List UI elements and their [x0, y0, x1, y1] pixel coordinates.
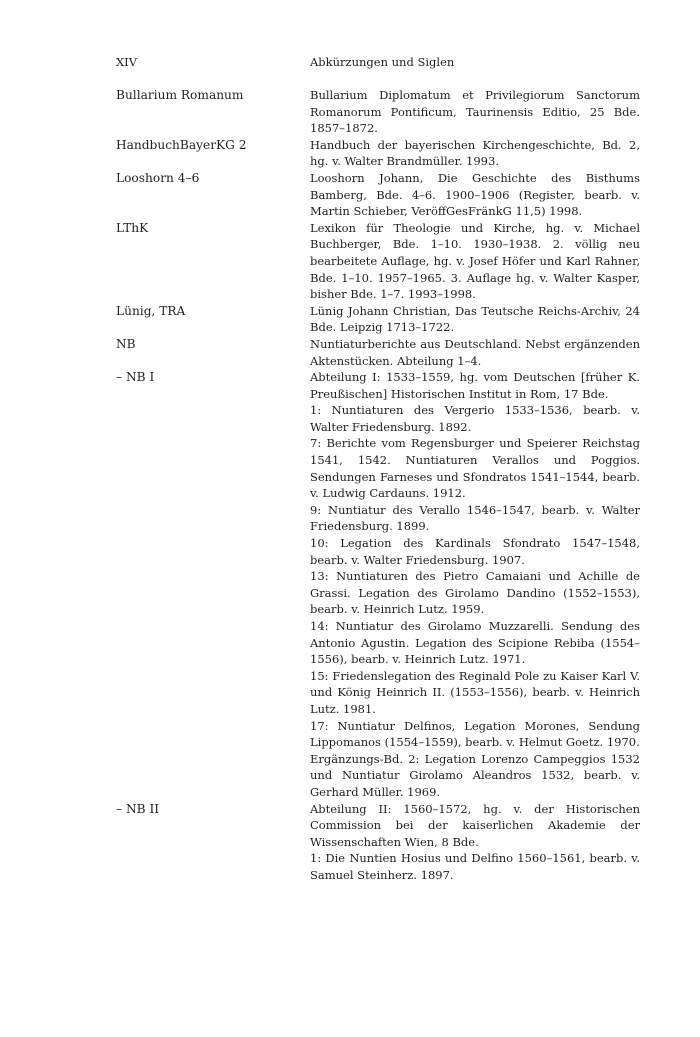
volume-line: 9: Nuntiatur des Verallo 1546–1547, bearb. v. Walter Friedensburg. 1899.	[310, 502, 640, 534]
volume-line: 15: Friedenslegation des Reginald Pole zu Kaiser Karl V. und König Heinrich II. (1553–1556), bearb. v. Heinrich Lutz. 1981.	[310, 668, 640, 716]
entry-nb-2	[116, 801, 650, 884]
entry-luenig	[116, 303, 650, 336]
definition	[310, 137, 640, 170]
definition	[310, 87, 640, 137]
abbreviation: NB	[116, 336, 136, 351]
definition-text: Looshorn Johann, Die Geschichte des Bisthums Bamberg, Bde. 4–6. 1900–1906 (Register, bearb. v. Martin Schieber, VeröffGesFränkG 11,5) 1998.	[310, 170, 640, 219]
volume-line: 1: Nuntiaturen des Vergerio 1533–1536, bearb. v. Walter Friedensburg. 1892.	[310, 403, 640, 434]
volume-line: 7: Berichte vom Regensburger und Speierer Reichstag 1541, 1542. Nuntiaturen Verallos und Poggios. Sendungen Farneses und Sfondratos 1541–1544, bearb. v. Ludwig Cardauns. 1912.	[310, 436, 640, 501]
abbreviation: – NB I	[116, 370, 155, 385]
definition-text: Bullarium Diplomatum et Privilegiorum Sanctorum Romanorum Pontificum, Taurinensis Editio, 25 Bde. 1857–1872.	[310, 88, 640, 136]
entry-bullarium	[116, 87, 650, 137]
volume-line: 13: Nuntiaturen des Pietro Camaiani und Achille de Grassi. Legation des Girolamo Dandino (1552–1553), bearb. v. Heinrich Lutz. 1959.	[310, 569, 640, 617]
volume-line: 1: Die Nuntien Hosius und Delfino 1560–1561, bearb. v. Samuel Steinherz. 1897.	[310, 851, 640, 882]
definition-text: Handbuch der bayerischen Kirchengeschichte, Bd. 2, hg. v. Walter Brandmüller. 1993.	[310, 137, 640, 169]
abbreviation: Looshorn 4–6	[116, 170, 200, 185]
volume-line: Ergänzungs-Bd. 2: Legation Lorenzo Campeggios 1532 und Nuntiatur Girolamo Aleandros 1532, bearb. v. Gerhard Müller. 1969.	[310, 751, 640, 799]
entry-looshorn	[116, 170, 650, 220]
volume-line: 10: Legation des Kardinals Sfondrato 1547–1548, bearb. v. Walter Friedensburg. 1907.	[310, 536, 640, 567]
abbreviation: Bullarium Romanum	[116, 88, 244, 102]
volume-line: 17: Nuntiatur Delfinos, Legation Morones, Sendung Lippomanos (1554–1559), bearb. v. Helmut Goetz. 1970.	[310, 718, 640, 750]
abbreviation: LThK	[116, 220, 149, 235]
entry-lthk	[116, 220, 650, 303]
definition	[310, 336, 640, 369]
definition-text: Lexikon für Theologie und Kirche, hg. v. Michael Buchberger, Bde. 1–10. 1930–1938. 2. völlig neu bearbeitete Auflage, hg. v. Josef Höfer und Karl Rahner, Bde. 1–10. 1957–1965. 3. Auflage hg. v. Walter Kasper, bisher Bde. 1–7. 1993–1998.	[310, 220, 640, 302]
volume-line: 14: Nuntiatur des Girolamo Muzzarelli. Sendung des Antonio Agustin. Legation des Scipione Rebiba (1554–1556), bearb. v. Heinrich Lutz. 1971.	[310, 619, 640, 667]
entry-handbuch	[116, 137, 650, 170]
definition-text: Lünig Johann Christian, Das Teutsche Reichs-Archiv, 24 Bde. Leipzig 1713–1722.	[310, 303, 640, 335]
entry-nb	[116, 336, 650, 369]
definition	[310, 220, 640, 303]
definition-text: Abteilung I: 1533–1559, hg. vom Deutschen [früher K. Preußischen] Historischen Institut in Rom, 17 Bde.	[310, 370, 640, 401]
definition	[310, 303, 640, 336]
definition	[310, 369, 640, 800]
definition	[310, 801, 640, 884]
page-number: XIV	[116, 55, 138, 69]
definition-text: Nuntiaturberichte aus Deutschland. Nebst ergänzenden Aktenstücken. Abteilung 1–4.	[310, 336, 640, 368]
abbreviation: Lünig, TRA	[116, 303, 186, 318]
running-head: Abkürzungen und Siglen	[310, 55, 455, 69]
abbreviation-list	[116, 87, 650, 884]
abbreviation: – NB II	[116, 801, 160, 816]
entry-nb-1	[116, 369, 650, 800]
abbreviation: HandbuchBayerKG 2	[116, 137, 247, 152]
definition	[310, 170, 640, 220]
definition-text: Abteilung II: 1560–1572, hg. v. der Historischen Commission bei der kaiserlichen Akademie der Wissenschaften Wien, 8 Bde.	[310, 801, 640, 849]
